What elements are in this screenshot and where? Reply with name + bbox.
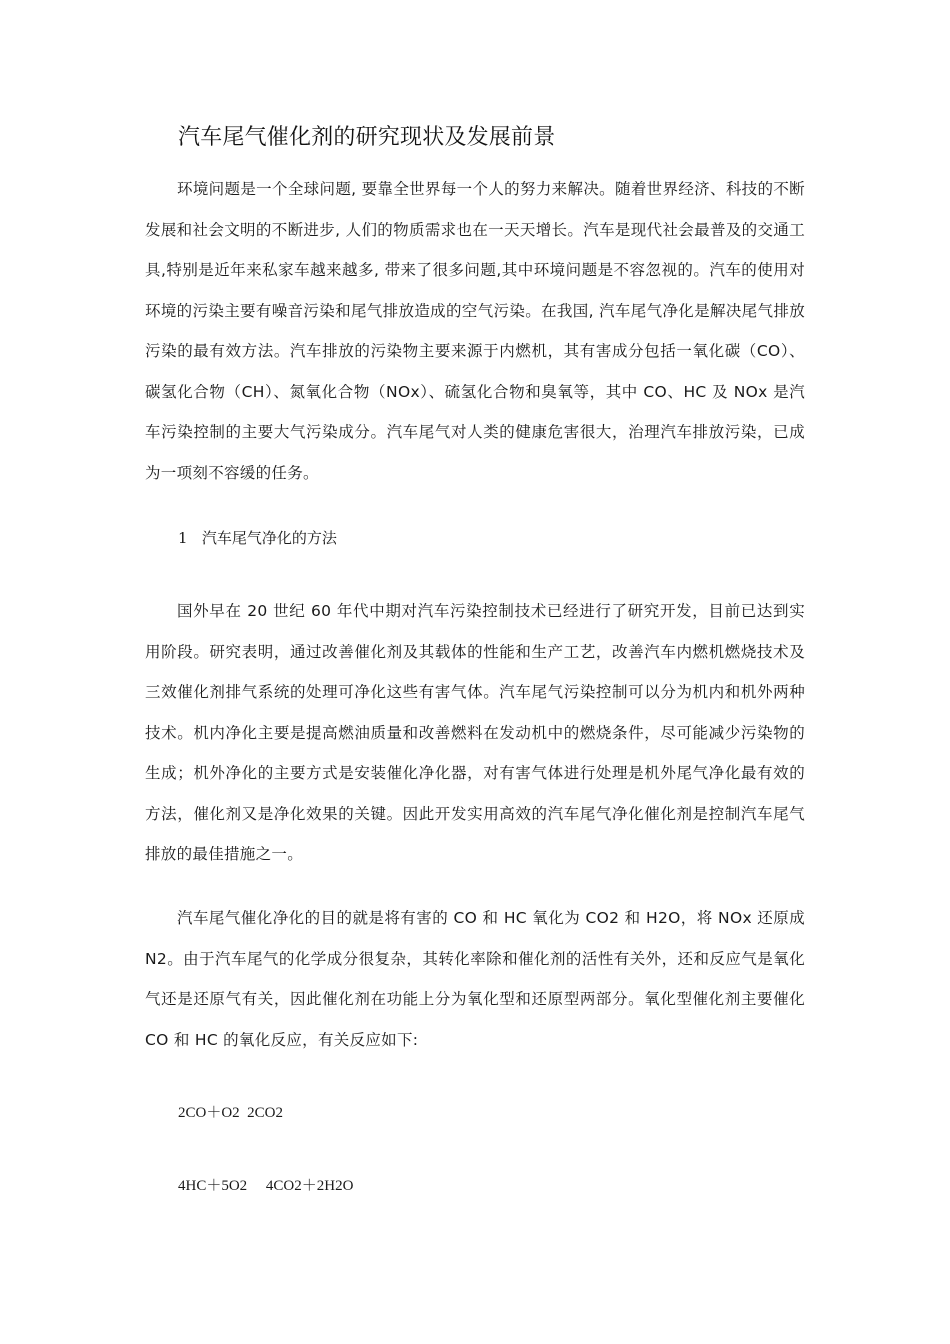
reaction-formula-hc: 4HC＋5O2 4CO2＋2H2O [178,1178,354,1194]
intro-paragraph: 环境问题是一个全球问题, 要靠全世界每一个人的努力来解决。随着世界经济、科技的不断发展和社会文明的不断进步, 人们的物质需求也在一天天增长。汽车是现代社会最普及的交通工具,特别是近年来私家车越来越多, 带来了很多问题,其中环境问题是不容忽视的。汽车的使用对环境的污染主要有噪音污染和尾气排放造成的空气污染。在我国, 汽车尾气净化是解决尾气排放污染的最有效方法。汽车排放的污染物主要来源于内燃机，其有害成分包括一氧化碳（CO）、碳氢化合物（CH）、氮氧化合物（NOx）、硫氢化合物和臭氧等，其中 CO、HC 及 NOx 是汽车污染控制的主要大气污染成分。汽车尾气对人类的健康危害很大，治理汽车排放污染，已成为一项刻不容缓的任务。 [145,180,805,482]
methods-paragraph: 国外早在 20 世纪 60 年代中期对汽车污染控制技术已经进行了研究开发，目前已达到实用阶段。研究表明，通过改善催化剂及其载体的性能和生产工艺，改善汽车内燃机燃烧技术及三效催化剂排气系统的处理可净化这些有害气体。汽车尾气污染控制可以分为机内和机外两种技术。机内净化主要是提高燃油质量和改善燃料在发动机中的燃烧条件，尽可能减少污染物的生成；机外净化的主要方式是安装催化净化器，对有害气体进行处理是机外尾气净化最有效的方法，催化剂又是净化效果的关键。因此开发实用高效的汽车尾气净化催化剂是控制汽车尾气排放的最佳措施之一。 [145,602,805,863]
reaction-formula-co: 2CO＋O2 2CO2 [178,1105,284,1121]
document-title: 汽车尾气催化剂的研究现状及发展前景 [178,125,556,150]
catalysis-paragraph: 汽车尾气催化净化的目的就是将有害的 CO 和 HC 氧化为 CO2 和 H2O，将 NOx 还原成 N2。由于汽车尾气的化学成分很复杂，其转化率除和催化剂的活性有关外，还和反应气是氧化气还是还原气有关，因此催化剂在功能上分为氧化型和还原型两部分。氧化型催化剂主要催化 CO 和 HC 的氧化反应，有关反应如下: [145,909,805,1049]
section-heading: 1 汽车尾气净化的方法 [178,529,337,547]
